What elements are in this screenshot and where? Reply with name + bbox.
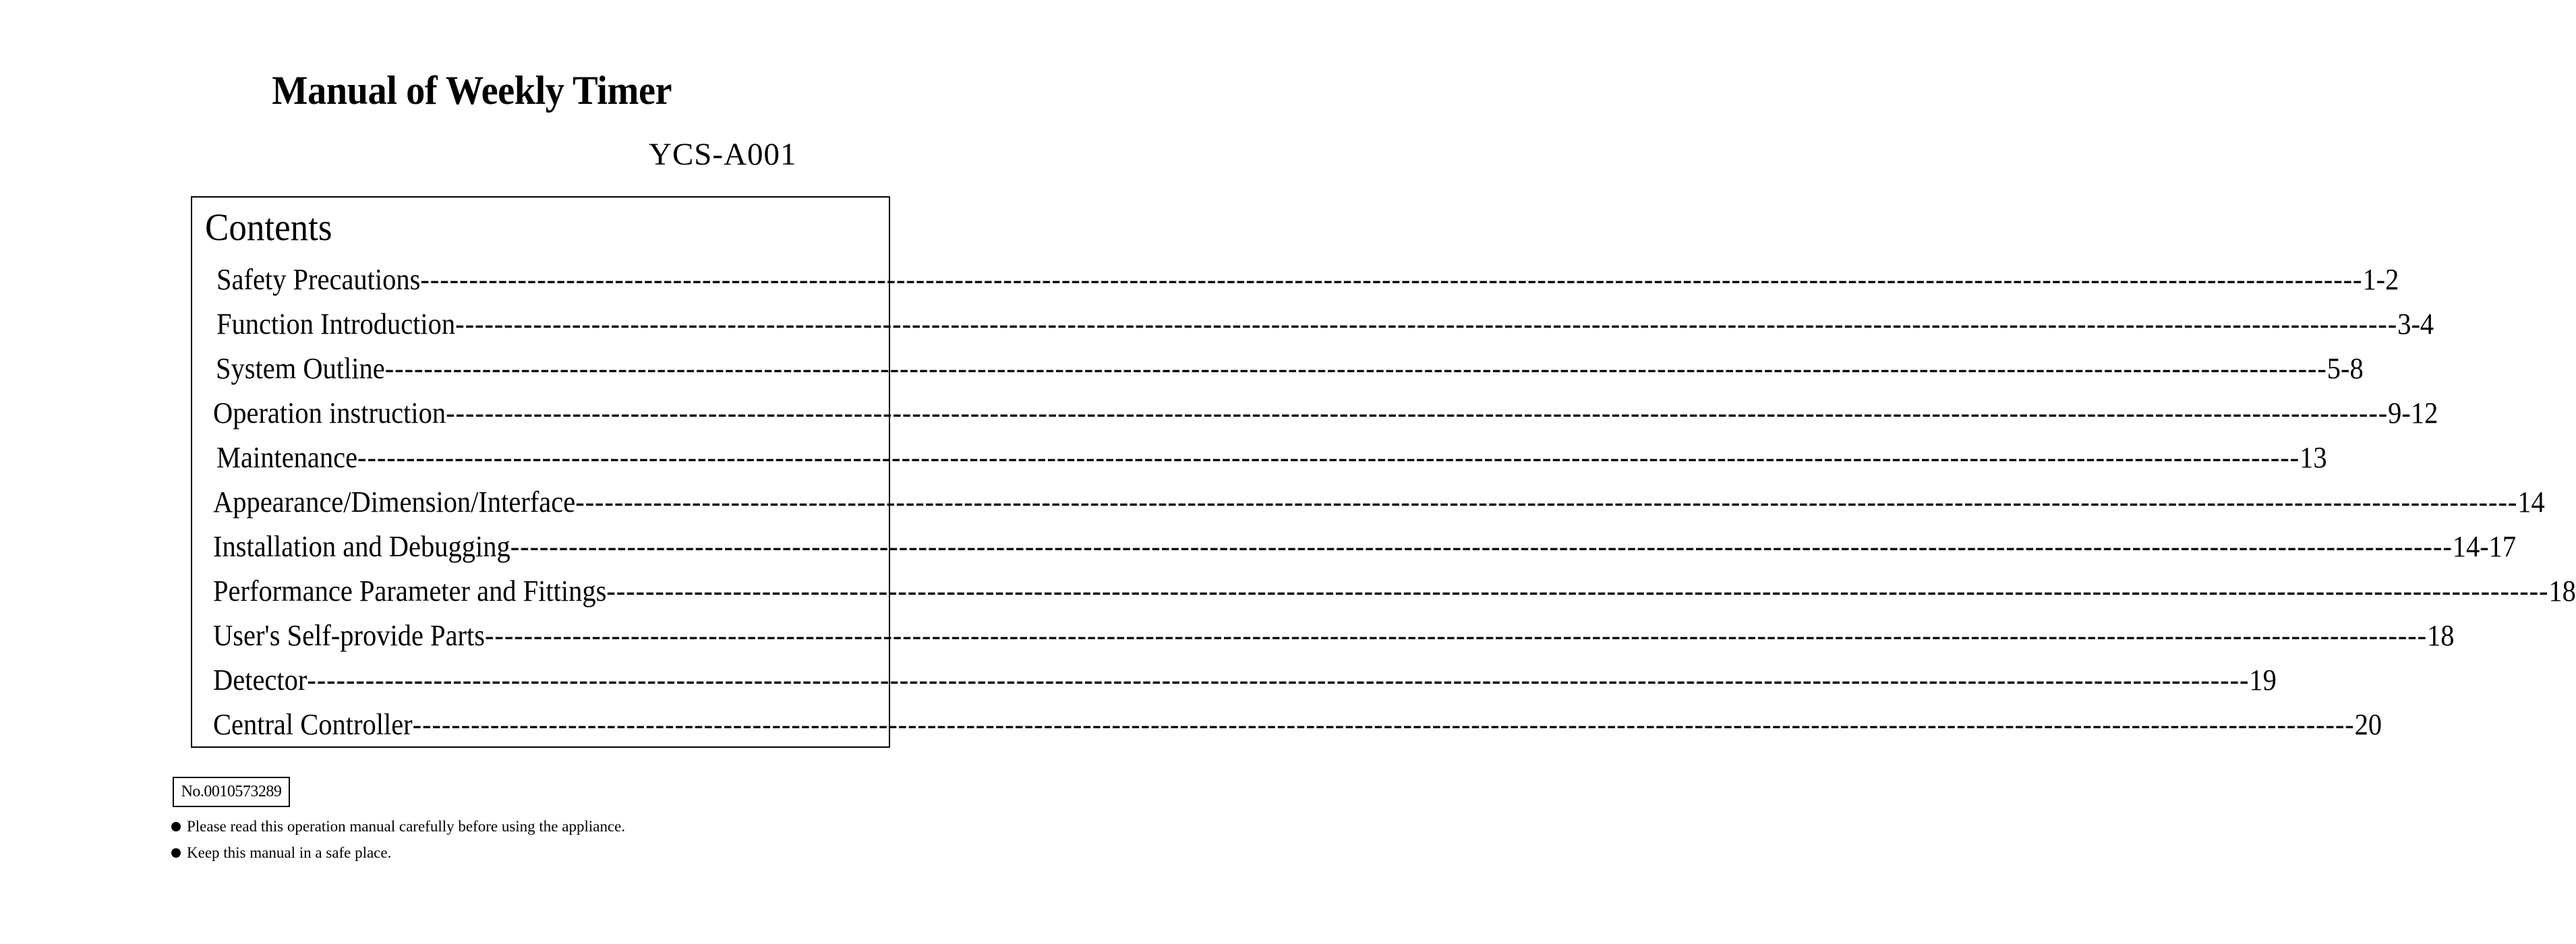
- toc-item: [213, 663, 2277, 697]
- toc-item-page: 18: [2548, 574, 2576, 608]
- toc-item-label: Appearance/Dimension/Interface: [213, 485, 576, 519]
- toc-item-page: 13: [2300, 441, 2327, 474]
- toc-item: [216, 441, 2327, 474]
- model-number: YCS-A001: [649, 137, 797, 172]
- toc-item-page: 9-12: [2388, 396, 2438, 430]
- toc-leader: --------------------------------------------------------------------------------------------------------------------------------------------------------------------------------------------------------: [446, 396, 2389, 430]
- toc-item-label: System Outline: [216, 352, 385, 385]
- toc-item: [213, 708, 2382, 741]
- note-item: [171, 845, 391, 860]
- bullet-icon: [171, 822, 181, 831]
- toc-item: [213, 619, 2455, 652]
- toc-item-label: Function Introduction: [216, 307, 456, 341]
- toc-leader: --------------------------------------------------------------------------------------------------------------------------------------------------------------------------------------------------------: [357, 441, 2300, 474]
- toc-item-page: 5-8: [2326, 352, 2364, 385]
- toc-leader: --------------------------------------------------------------------------------------------------------------------------------------------------------------------------------------------------------: [455, 307, 2398, 341]
- toc-item: [213, 530, 2517, 563]
- note-item: [171, 819, 625, 834]
- toc-leader: --------------------------------------------------------------------------------------------------------------------------------------------------------------------------------------------------------: [384, 352, 2327, 385]
- toc-item-label: Safety Precautions: [216, 263, 421, 296]
- toc-leader: --------------------------------------------------------------------------------------------------------------------------------------------------------------------------------------------------------: [307, 663, 2250, 697]
- toc-leader: --------------------------------------------------------------------------------------------------------------------------------------------------------------------------------------------------------: [575, 485, 2518, 519]
- toc-item-page: 14-17: [2452, 530, 2517, 563]
- note-text: Keep this manual in a safe place.: [187, 844, 392, 861]
- toc-leader: --------------------------------------------------------------------------------------------------------------------------------------------------------------------------------------------------------: [485, 619, 2428, 652]
- toc-item-page: 19: [2249, 663, 2277, 697]
- toc-item-page: 3-4: [2397, 307, 2434, 341]
- toc-item-label: Maintenance: [216, 441, 358, 474]
- toc-item: [216, 263, 2399, 296]
- toc-item: [216, 352, 2364, 385]
- toc-item-label: Operation instruction: [213, 396, 446, 430]
- toc-leader: --------------------------------------------------------------------------------------------------------------------------------------------------------------------------------------------------------: [412, 708, 2355, 741]
- contents-box: [191, 196, 2576, 748]
- toc-item-page: 1-2: [2362, 263, 2399, 296]
- toc-item-page: 20: [2354, 708, 2382, 741]
- note-text: Please read this operation manual carefully before using the appliance.: [187, 818, 626, 835]
- toc-item-page: 14: [2517, 485, 2545, 519]
- toc-item-label: Installation and Debugging: [213, 530, 510, 563]
- bullet-icon: [171, 848, 181, 858]
- toc-leader: --------------------------------------------------------------------------------------------------------------------------------------------------------------------------------------------------------: [510, 530, 2453, 563]
- toc-item-page: 18: [2427, 619, 2455, 652]
- contents-heading: Contents: [205, 206, 332, 249]
- toc-item: [213, 485, 2545, 519]
- toc-item-label: Detector: [213, 663, 308, 697]
- document-number: No.0010573289: [173, 777, 290, 807]
- toc-leader: --------------------------------------------------------------------------------------------------------------------------------------------------------------------------------------------------------: [606, 574, 2549, 608]
- toc-item: [216, 307, 2434, 341]
- toc-item-label: User's Self-provide Parts: [213, 619, 486, 652]
- toc-item-label: Central Controller: [213, 708, 413, 741]
- toc-item: [213, 396, 2438, 430]
- toc-leader: --------------------------------------------------------------------------------------------------------------------------------------------------------------------------------------------------------: [420, 263, 2363, 296]
- toc-item: [213, 574, 2576, 608]
- toc-item-label: Performance Parameter and Fittings: [213, 574, 607, 608]
- manual-title: Manual of Weekly Timer: [272, 68, 672, 113]
